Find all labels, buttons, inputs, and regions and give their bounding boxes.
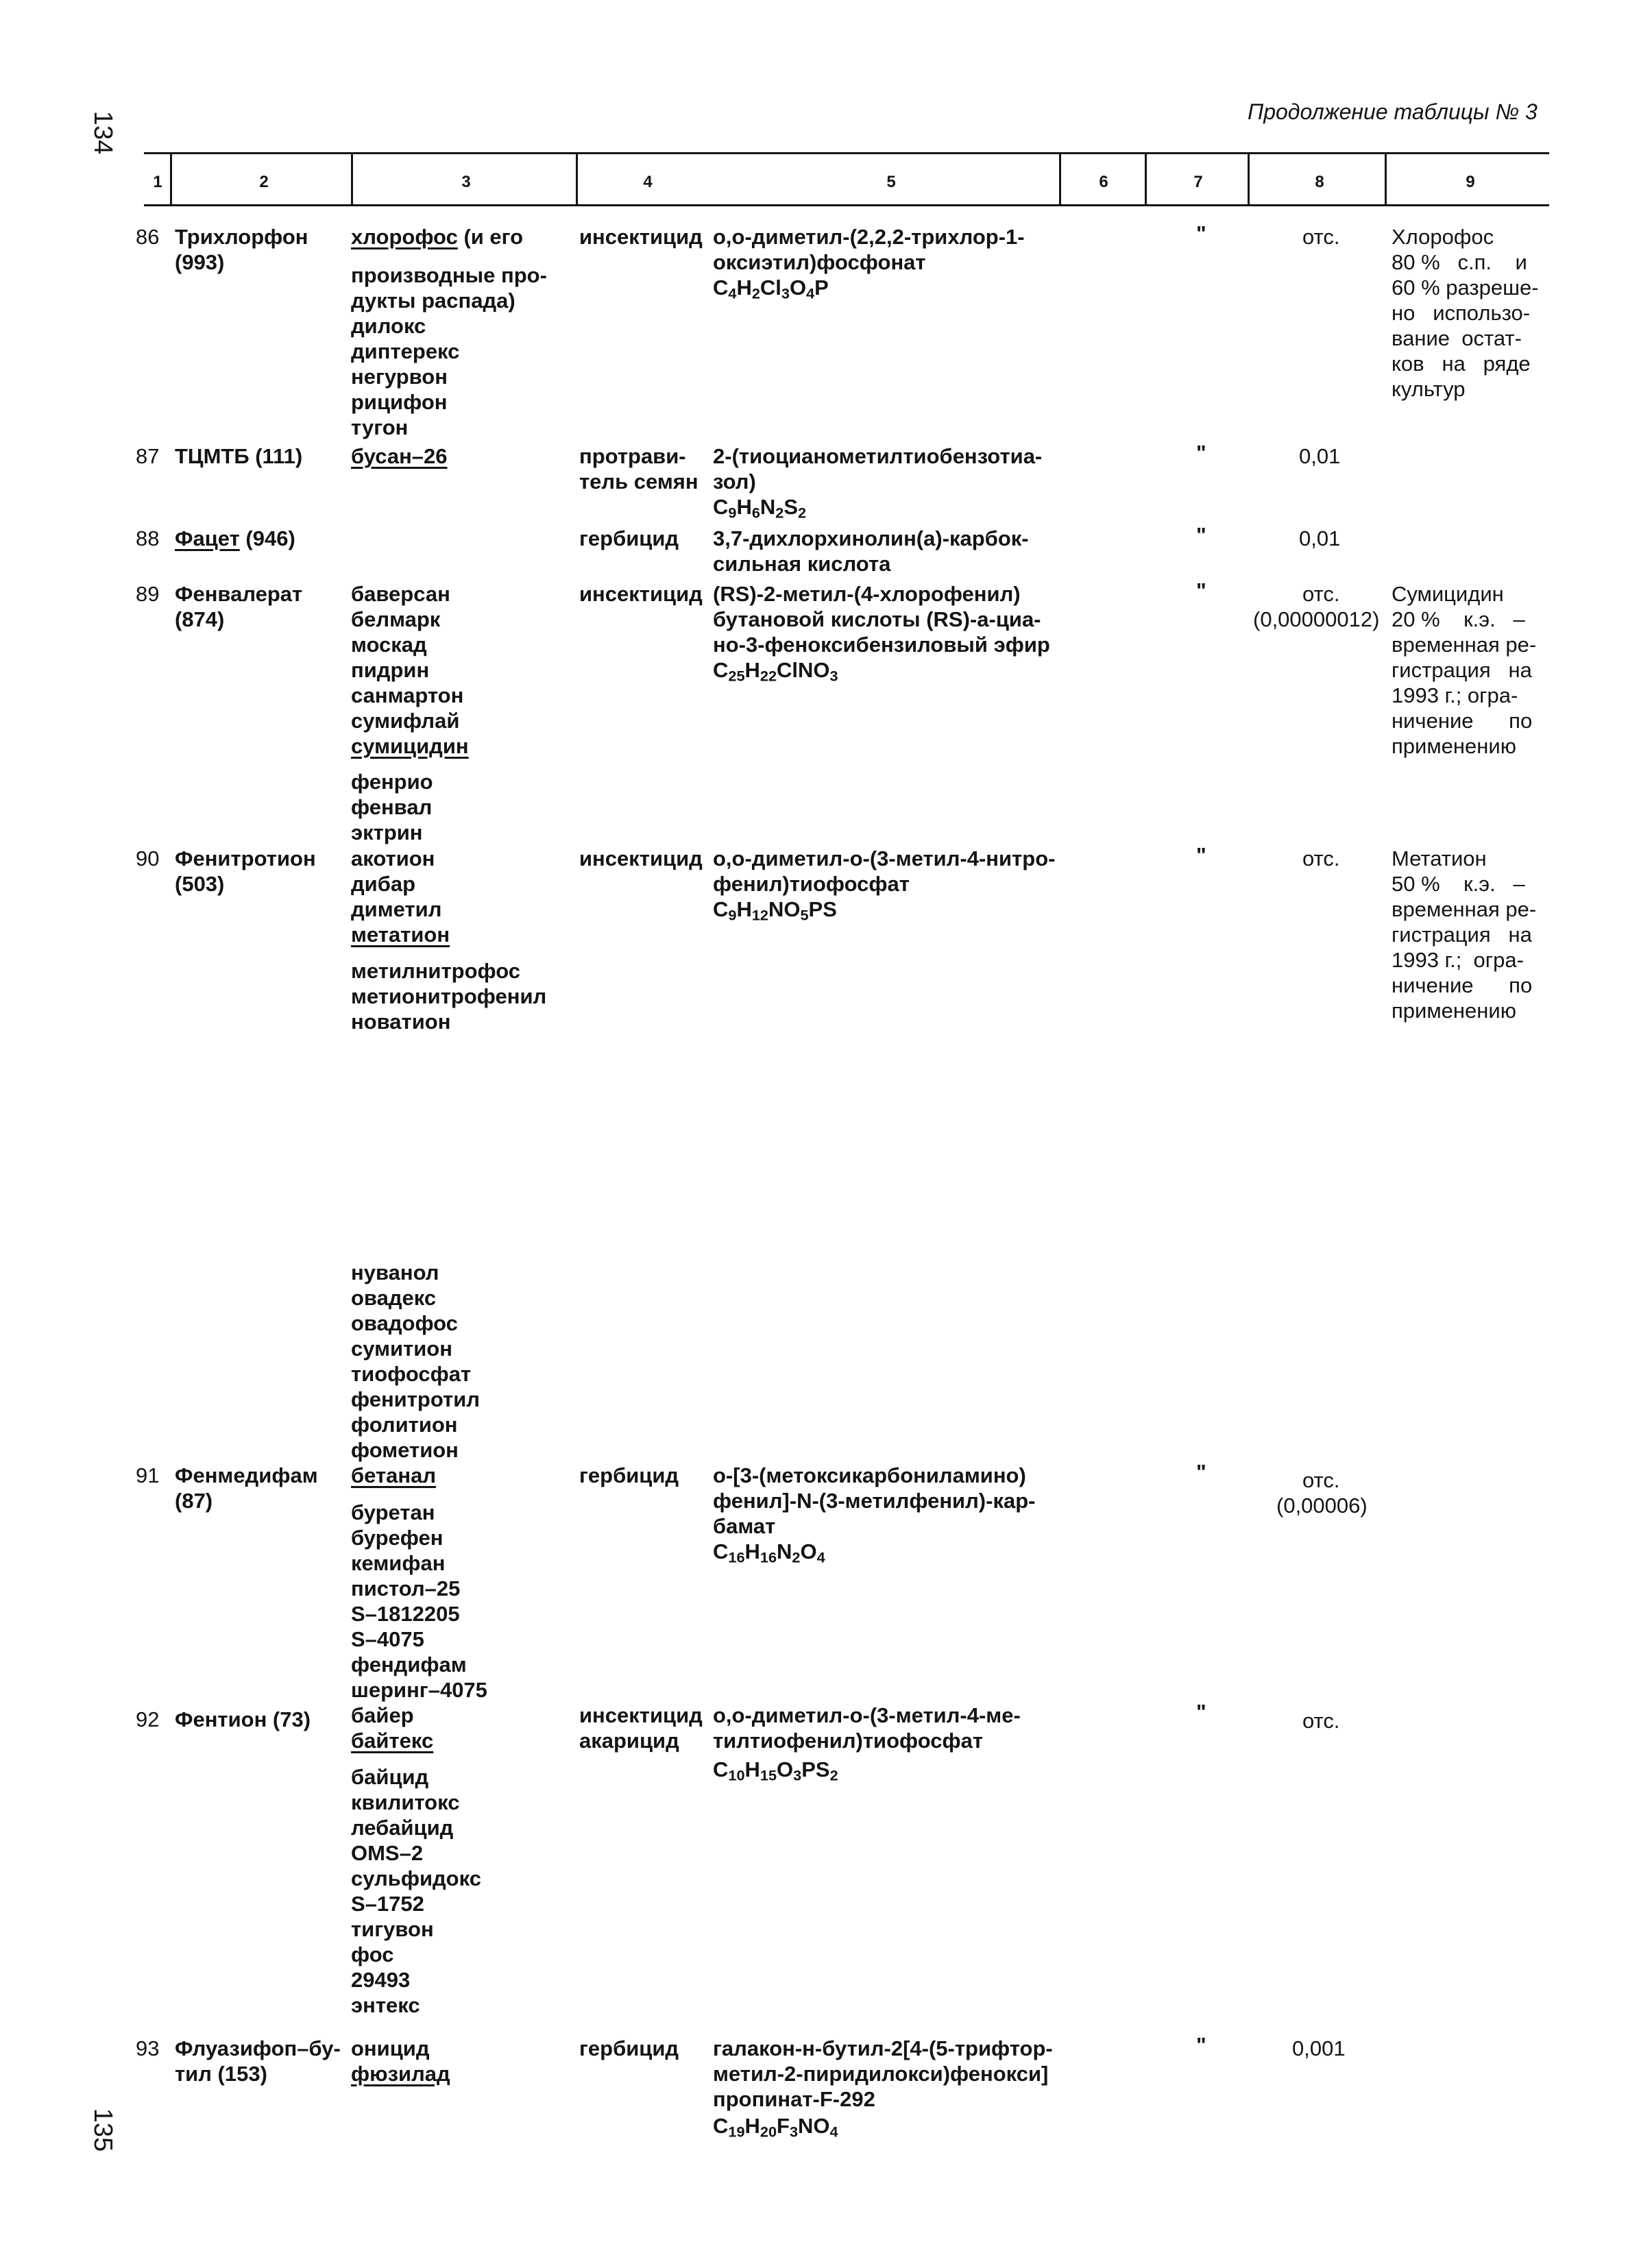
synonym: кемифан bbox=[351, 1551, 446, 1575]
purpose: гербицид bbox=[579, 2036, 679, 2060]
synonym: тугон bbox=[351, 415, 409, 439]
row-number: 87 bbox=[136, 444, 160, 468]
synonym: белмарк bbox=[351, 607, 441, 631]
mdu-value: (0,00000012) bbox=[1253, 607, 1380, 631]
synonym: фолитион bbox=[351, 1413, 458, 1437]
purpose: инсектицид bbox=[579, 1703, 703, 1727]
substance-name: (503) bbox=[175, 872, 225, 896]
synonym: буретан bbox=[351, 1500, 435, 1524]
substance-name: (993) bbox=[175, 250, 225, 274]
synonym: лебайцид bbox=[351, 1816, 454, 1840]
purpose: гербицид bbox=[579, 526, 679, 550]
substance-name: Фенмедифам bbox=[175, 1463, 318, 1487]
ditto-mark: " bbox=[1196, 1700, 1206, 1724]
purpose: инсектицид bbox=[579, 582, 703, 606]
chemical-name: 3,7-дихлорхинолин(а)-карбок- bbox=[713, 526, 1029, 550]
synonym: пистол–25 bbox=[351, 1576, 461, 1600]
note: временная ре- bbox=[1392, 897, 1537, 921]
synonym: фос bbox=[351, 1942, 394, 1966]
chemical-name: бамат bbox=[713, 1514, 776, 1538]
ditto-mark: " bbox=[1196, 578, 1206, 602]
mdu-value: отс. bbox=[1302, 1468, 1340, 1492]
synonym: нуванол bbox=[351, 1260, 439, 1284]
note: ков на ряде bbox=[1392, 352, 1531, 376]
purpose: акарицид bbox=[579, 1729, 679, 1753]
synonym: шеринг–4075 bbox=[351, 1678, 487, 1702]
header-divider bbox=[1385, 152, 1387, 206]
header-top-rule bbox=[144, 152, 1549, 154]
synonym: байцид bbox=[351, 1765, 429, 1789]
note: 50 % к.э. – bbox=[1392, 872, 1525, 896]
substance-name: Трихлорфон bbox=[175, 225, 308, 249]
synonym: рицифон bbox=[351, 390, 448, 414]
header-bottom-rule bbox=[144, 204, 1549, 206]
substance-name: Фенвалерат bbox=[175, 582, 303, 606]
synonym-suffix: (и его bbox=[457, 225, 524, 249]
registered-synonym: сумицидин bbox=[351, 734, 469, 758]
table-continuation-title: Продолжение таблицы № 3 bbox=[1248, 99, 1538, 124]
synonym: эктрин bbox=[351, 820, 423, 844]
ditto-mark: " bbox=[1196, 221, 1206, 245]
synonym: москад bbox=[351, 633, 427, 657]
synonym: фометион bbox=[351, 1438, 459, 1462]
chemical-name: о,о-диметил-(2,2,2-трихлор-1- bbox=[713, 225, 1025, 249]
header-divider bbox=[1059, 152, 1061, 206]
note: Метатион bbox=[1392, 846, 1487, 870]
synonym: метилнитрофос bbox=[351, 959, 521, 983]
synonym: S–1752 bbox=[351, 1892, 424, 1916]
note: Хлорофос bbox=[1392, 225, 1494, 249]
mdu-value: отс. bbox=[1302, 582, 1340, 606]
row-number: 89 bbox=[136, 582, 160, 606]
header-divider bbox=[351, 152, 353, 206]
synonym: тигувон bbox=[351, 1917, 434, 1941]
column-header-7: 7 bbox=[1193, 173, 1203, 191]
synonym: 29493 bbox=[351, 1968, 411, 1992]
synonym: тиофосфат bbox=[351, 1362, 472, 1386]
synonym: фендифам bbox=[351, 1653, 467, 1677]
formula: $C_{16}H_{16}N_2O_4$ bbox=[713, 1539, 825, 1566]
chemical-name: пропинат-F-292 bbox=[713, 2087, 875, 2111]
ditto-mark: " bbox=[1196, 1460, 1206, 1484]
note: культур bbox=[1392, 377, 1466, 401]
synonym: S–4075 bbox=[351, 1627, 424, 1651]
mdu-value: (0,00006) bbox=[1276, 1494, 1368, 1518]
note: 60 % разреше- bbox=[1392, 276, 1539, 300]
ditto-mark: " bbox=[1196, 843, 1206, 867]
substance-name: тил (153) bbox=[175, 2062, 267, 2086]
synonym-main-row bbox=[351, 224, 523, 249]
column-header-5: 5 bbox=[886, 173, 896, 191]
header-divider bbox=[576, 152, 578, 206]
note: гистрация на bbox=[1392, 658, 1532, 682]
chemical-name: бутановой кислоты (RS)-а-циа- bbox=[713, 607, 1041, 631]
chemical-name: оксиэтил)фосфонат bbox=[713, 250, 926, 274]
synonym: баверсан bbox=[351, 582, 450, 606]
substance-name: ТЦМТБ (111) bbox=[175, 444, 303, 468]
chemical-name: метил-2-пиридилокси)фенокси] bbox=[713, 2062, 1049, 2086]
synonym: акотион bbox=[351, 846, 435, 870]
synonym: сульфидокс bbox=[351, 1866, 481, 1890]
synonym: сумифлай bbox=[351, 709, 460, 733]
synonym: S–1812205 bbox=[351, 1602, 460, 1626]
header-divider bbox=[1248, 152, 1250, 206]
substance-name: (874) bbox=[175, 607, 225, 631]
synonym: дилокс bbox=[351, 314, 426, 338]
column-header-2: 2 bbox=[259, 173, 269, 191]
mdu-value: 0,001 bbox=[1292, 2036, 1346, 2060]
registered-synonym: бетанал bbox=[351, 1463, 437, 1487]
row-number: 93 bbox=[136, 2036, 160, 2060]
note: гистрация на bbox=[1392, 923, 1532, 947]
note: применению bbox=[1392, 734, 1516, 758]
chemical-name: фенил]-N-(3-метилфенил)-кар- bbox=[713, 1489, 1036, 1513]
synonym: пидрин bbox=[351, 658, 430, 682]
substance-name: (87) bbox=[175, 1489, 213, 1513]
chemical-name: но-3-феноксибензиловый эфир bbox=[713, 633, 1050, 657]
note: вание остат- bbox=[1392, 326, 1522, 350]
synonym: диметил bbox=[351, 897, 442, 921]
registered-synonym: байтекс bbox=[351, 1729, 434, 1753]
synonym: фенвал bbox=[351, 795, 433, 819]
synonym: фенрио bbox=[351, 770, 433, 794]
registered-synonym: метатион bbox=[351, 923, 450, 947]
chemical-name: о-[3-(метоксикарбониламино) bbox=[713, 1463, 1026, 1487]
note: но использо- bbox=[1392, 301, 1531, 325]
column-header-4: 4 bbox=[643, 173, 653, 191]
mdu-value: отс. bbox=[1302, 846, 1340, 870]
chemical-name: 2-(тиоцианометилтиобензотиа- bbox=[713, 444, 1043, 468]
synonym: бурефен bbox=[351, 1526, 444, 1550]
purpose: гербицид bbox=[579, 1463, 679, 1487]
purpose: инсектицид bbox=[579, 225, 703, 249]
synonym: энтекс bbox=[351, 1993, 420, 2017]
note: 20 % к.э. – bbox=[1392, 607, 1525, 631]
note: ничение по bbox=[1392, 973, 1533, 997]
note: 80 % с.п. и bbox=[1392, 250, 1527, 274]
ditto-mark: " bbox=[1196, 441, 1206, 465]
substance-name: Фенитротион bbox=[175, 846, 316, 870]
synonym: новатион bbox=[351, 1010, 451, 1034]
ditto-mark: " bbox=[1196, 523, 1206, 547]
purpose: инсектицид bbox=[579, 846, 703, 870]
synonym: овадекс bbox=[351, 1286, 437, 1310]
chemical-name: о,о-диметил-о-(3-метил-4-нитро- bbox=[713, 846, 1056, 870]
registered-synonym: хлорофос bbox=[351, 225, 458, 249]
chemical-name: сильная кислота bbox=[713, 552, 891, 576]
synonym: квилитокс bbox=[351, 1790, 460, 1814]
synonym: сумитион bbox=[351, 1337, 452, 1361]
row-number: 92 bbox=[136, 1707, 160, 1731]
formula: $C_{10}H_{15}O_3PS_2$ bbox=[713, 1757, 838, 1784]
substance-name: Фентион (73) bbox=[175, 1707, 311, 1731]
chemical-name: тилтиофенил)тиофосфат bbox=[713, 1729, 984, 1753]
mdu-value: отс. bbox=[1302, 225, 1340, 249]
synonym: фенитротил bbox=[351, 1387, 480, 1411]
page-number-top: 134 bbox=[88, 110, 118, 155]
row-number: 91 bbox=[136, 1463, 160, 1487]
note: применению bbox=[1392, 999, 1516, 1023]
synonym: OMS–2 bbox=[351, 1841, 424, 1865]
column-header-8: 8 bbox=[1315, 173, 1324, 191]
synonym: овадофос bbox=[351, 1311, 458, 1335]
purpose: тель семян bbox=[579, 470, 699, 494]
synonym: оницид bbox=[351, 2036, 430, 2060]
mdu-value: отс. bbox=[1302, 1709, 1340, 1733]
chemical-name: (RS)-2-метил-(4-хлорофенил) bbox=[713, 582, 1021, 606]
mdu-value: 0,01 bbox=[1299, 526, 1341, 550]
registered-synonym: бусан–26 bbox=[351, 444, 448, 468]
formula: $C_9H_{12}NO_5PS$ bbox=[713, 897, 837, 924]
synonym: дибар bbox=[351, 872, 416, 896]
row-number: 88 bbox=[136, 526, 160, 550]
note: Сумицидин bbox=[1392, 582, 1504, 606]
synonym: байер bbox=[351, 1703, 414, 1727]
chemical-name: галакон-н-бутил-2[4-(5-трифтор- bbox=[713, 2036, 1053, 2060]
substance-name: Фацет (946) bbox=[175, 526, 295, 550]
note: 1993 г.; огра- bbox=[1392, 683, 1518, 707]
formula: $C_9H_6N_2S_2$ bbox=[713, 495, 807, 522]
note: 1993 г.; огра- bbox=[1392, 948, 1524, 972]
synonym: производные про- bbox=[351, 263, 547, 287]
chemical-name: о,о-диметил-о-(3-метил-4-ме- bbox=[713, 1703, 1021, 1727]
row-number: 86 bbox=[136, 225, 160, 249]
page-number-bottom: 135 bbox=[88, 2108, 118, 2152]
chemical-name: фенил)тиофосфат bbox=[713, 872, 910, 896]
registered-synonym: фюзилад bbox=[351, 2062, 450, 2086]
purpose: протрави- bbox=[579, 444, 686, 468]
substance-name: Флуазифоп–бу- bbox=[175, 2036, 341, 2060]
synonym: диптерекс bbox=[351, 339, 460, 363]
column-header-1: 1 bbox=[153, 173, 162, 191]
formula: $C_4H_2Cl_3O_4P$ bbox=[713, 276, 829, 302]
note: временная ре- bbox=[1392, 633, 1537, 657]
synonym: дукты распада) bbox=[351, 289, 515, 313]
ditto-mark: " bbox=[1196, 2033, 1206, 2057]
synonym: негурвон bbox=[351, 365, 448, 389]
synonym: санмартон bbox=[351, 683, 464, 707]
formula: $C_{25}H_{22}ClNO_3$ bbox=[713, 658, 838, 685]
column-header-3: 3 bbox=[461, 173, 471, 191]
synonym: метионитрофенил bbox=[351, 984, 547, 1008]
chemical-name: зол) bbox=[713, 470, 756, 494]
column-header-6: 6 bbox=[1099, 173, 1108, 191]
mdu-value: 0,01 bbox=[1299, 444, 1341, 468]
formula: $C_{19}H_{20}F_3NO_4$ bbox=[713, 2114, 838, 2141]
row-number: 90 bbox=[136, 846, 160, 870]
column-header-9: 9 bbox=[1466, 173, 1475, 191]
header-divider bbox=[1145, 152, 1147, 206]
note: ничение по bbox=[1392, 709, 1533, 733]
